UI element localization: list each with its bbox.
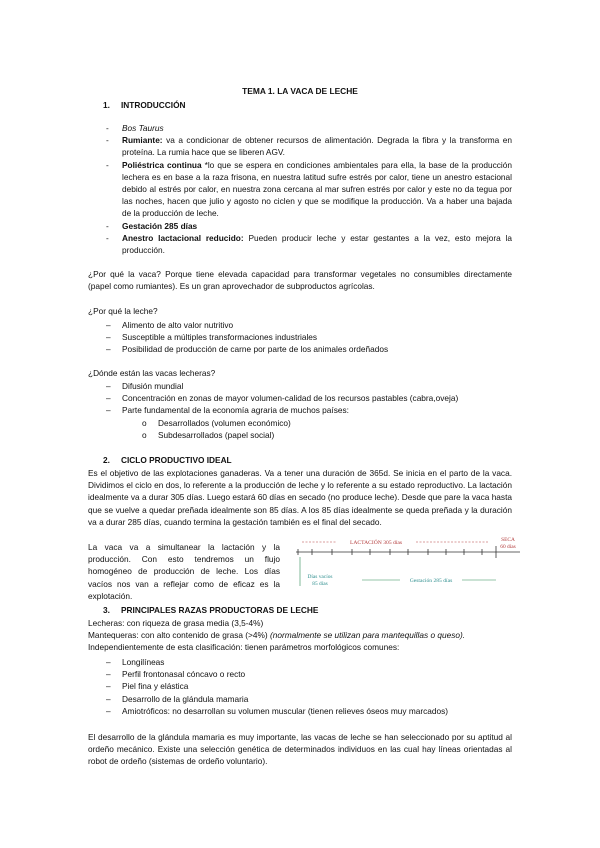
list-item: – Piel fina y elástica	[106, 681, 189, 692]
list-item: – Parte fundamental de la economía agraria de muchos países:	[106, 405, 349, 416]
list-item: – Amiotróficos: no desarrollan su volumen muscular (tienen relieves óseos muy marcados)	[106, 705, 449, 716]
list-item: - Gestación 285 días	[106, 220, 198, 231]
lecheras-line: Lecheras: con riqueza de grasa media (3,5-4%)	[88, 618, 264, 628]
open-days-label: Días vacíos	[307, 574, 333, 580]
where-question: ¿Dónde están las vacas lecheras?	[88, 368, 216, 378]
list-item: – Desarrollo de la glándula mamaria	[106, 693, 249, 704]
open-days-count: 85 días	[312, 581, 328, 587]
section-3-heading: 3. PRINCIPALES RAZAS PRODUCTORAS DE LECHE	[103, 605, 319, 615]
page-title: TEMA 1. LA VACA DE LECHE	[242, 86, 358, 96]
list-item: - Bos Taurus	[106, 123, 164, 133]
lactation-label: LACTACIÓN 305 días	[349, 540, 403, 546]
list-item: – Posibilidad de producción de carne por parte de los animales ordeñados	[106, 344, 389, 355]
dry-label: SECA	[501, 537, 515, 543]
morphology-list	[106, 656, 516, 717]
mantequeras-line: Mantequeras: con alto contenido de grasa (>4%) (normalmente se utilizan para mantequillas o queso).	[88, 630, 466, 641]
breeds-classification	[88, 617, 518, 654]
list-item: – Alimento de alto valor nutritivo	[106, 320, 234, 330]
why-cow-paragraph: ¿Por qué la vaca? Porque tiene elevada capacidad para transformar vegetales no consumibles directamente (papel como rumiantes). Es un gran aprovechador de subproductos agrícolas.	[88, 269, 512, 292]
list-item: – Perfil frontonasal cóncavo o recto	[106, 669, 246, 680]
independent-line: Independientemente de esta clasificación: tienen parámetros morfológicos comunes:	[88, 642, 400, 653]
section-1-list	[106, 122, 512, 256]
why-milk-list	[106, 319, 512, 356]
why-milk-question: ¿Por qué la leche?	[88, 306, 158, 316]
list-item: - Rumiante: va a condicionar de obtener recursos de alimentación. Degrada la fibra y la transforma en proteína. La rumia hace que se liberen AGV.	[106, 135, 512, 158]
cycle-side-paragraph: La vaca va a simultanear la lactación y la producción. Con esto tendremos un flujo homogéneo de producción de leche. Los días vacíos nos van a reflejar como de eficaz es la explotación.	[88, 542, 280, 601]
gestation-label: Gestación 285 días	[409, 578, 453, 584]
dry-days-label: 60 días	[500, 544, 516, 550]
list-item: – Susceptible a múltiples transformaciones industriales	[106, 332, 318, 343]
sub-list-item: o Subdesarrollados (papel social)	[142, 429, 275, 440]
list-item: - Anestro lactacional reducido: Pueden producir leche y estar gestantes a la vez, esto mejora la producción.	[106, 232, 512, 256]
list-item: – Concentración en zonas de mayor volumen-calidad de los recursos pastables (cabra,oveja)	[106, 393, 459, 404]
list-item: – Longilíneas	[106, 657, 165, 667]
sub-list-item: o Desarrollados (volumen económico)	[142, 417, 291, 428]
cycle-paragraph: Es el objetivo de las explotaciones ganaderas. Va a tener una duración de 365d. Se inicia en el parto de la vaca. Dividimos el ciclo en dos, lo referente a la producción de leche y lo referente a su estado reproductivo. La lactación idealmente va a durar 305 días. Luego estará 60 días en secado (no produce leche). Desde que pare la vaca hasta que se vuelve a quedar preñada idealmente son 85 días. A los 85 días idealmente se queda preñada y la duración va a durar 285 días, cuando termina la gestación también es el final del secado.	[88, 468, 512, 527]
list-item: - Poliéstrica continua *lo que se espera en condiciones ambientales para ella, la base de la producción lechera es en base a la raza frisona, en nuestra latitud sufre estrés por calor, tiene un anestro estacional debido al estrés por calor, en nuestra zona cercana al mar sufren estrés por calor y este no da tegua por las noches, hacen que julio y agosto no ciclen y que se modifique la producción. Va a haber una bajada de la producción de leche.	[106, 159, 512, 219]
list-item: – Difusión mundial	[106, 381, 184, 391]
closing-paragraph: El desarrollo de la glándula mamaria es muy importante, las vacas de leche se han seleccionado por su aptitud al ordeño mecánico. Existe una selección genética de determinados individuos en las cual hay líneas orientadas al robot de ordeño (sistemas de ordeño voluntario).	[88, 732, 512, 767]
where-list	[106, 380, 516, 441]
section-2-heading: 2. CICLO PRODUCTIVO IDEAL	[103, 455, 232, 465]
cycle-diagram	[292, 530, 526, 592]
section-1-heading: 1. INTRODUCCIÓN	[103, 100, 186, 110]
